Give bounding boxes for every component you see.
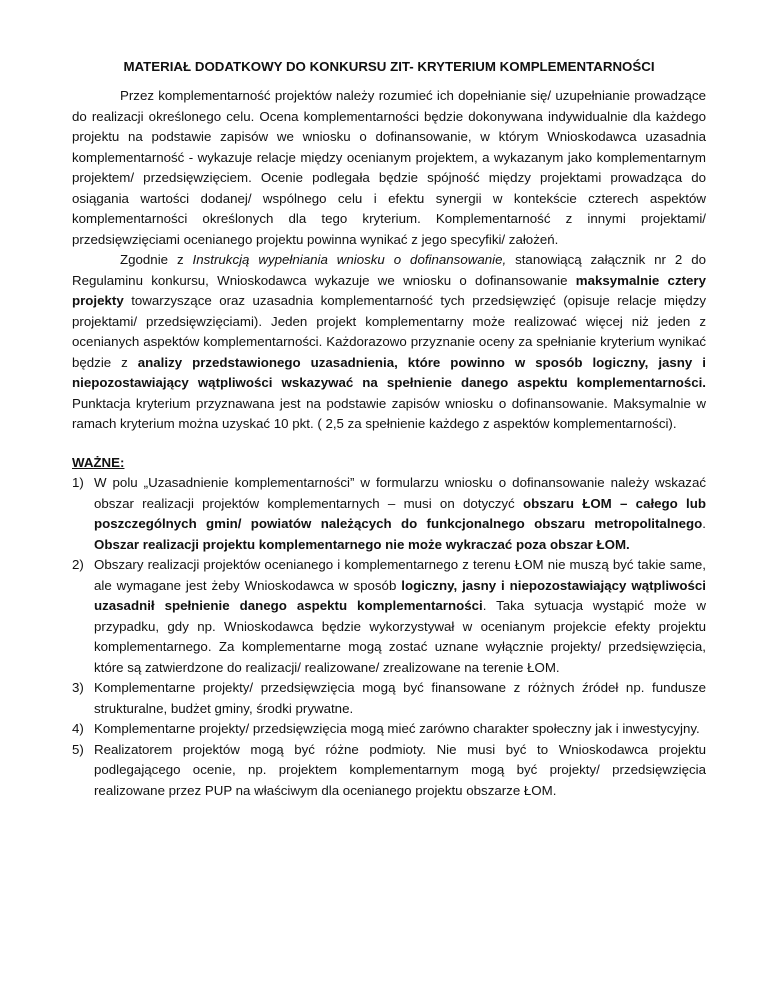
list-item: 3) Komplementarne projekty/ przedsięwzięcia mogą być finansowane z różnych źródeł np. fundusze strukturalne, budżet gminy, środki prywatne. [72,680,706,716]
list-item: 1) W polu „Uzasadnienie komplementarności” w formularzu wniosku o dofinansowanie należy wskazać obszar realizacji projektów komplementarnych – musi on dotyczyć obszaru ŁOM – całego lub poszczególnych gmin/ powiatów należących do funkcjonalnego obszaru metropolitalnego. Obszar realizacji projektu komplementarnego nie może wykraczać poza obszar ŁOM. [72,475,706,552]
requirements-list [72,473,706,801]
document-page [72,56,706,801]
instruction-paragraph: Zgodnie z Instrukcją wypełniania wniosku o dofinansowanie, stanowiącą załącznik nr 2 do Regulaminu konkursu, Wnioskodawca wykazuje we wniosku o dofinansowanie maksymalnie cztery projekty towarzyszące oraz uzasadnia komplementarność tych przedsięwzięć (opisuje relacje między projektami/ przedsięwzięciami). Jeden projekt komplementarny może realizować więcej niż jeden z ocenianych aspektów komplementarności. Każdorazowo przyznanie oceny za spełnianie kryterium wynikać będzie z analizy przedstawionego uzasadnienia, które powinno w sposób logiczny, jasny i niepozostawiający wątpliwości wskazywać na spełnienie danego aspektu komplementarności. Punktacja kryterium przyznawana jest na podstawie zapisów wniosku o dofinansowanie. Maksymalnie w ramach kryterium można uzyskać 10 pkt. ( 2,5 za spełnienie każdego z aspektów komplementarności). [72,252,706,431]
list-item: 4) Komplementarne projekty/ przedsięwzięcia mogą mieć zarówno charakter społeczny jak i inwestycyjny. [72,721,700,736]
intro-paragraph: Przez komplementarność projektów należy rozumieć ich dopełnianie się/ uzupełnianie prowadzące do realizacji określonego celu. Ocena komplementarności będzie dokonywana indywidualnie dla każdego projektu na podstawie zapisów we wniosku o dofinansowanie, w którym Wnioskodawca uzasadnia komplementarność - wykazuje relacje między ocenianym projektem, a wykazanym jako komplementarnym projektem/ przedsięwzięciem. Ocenie podlegała będzie spójność między projektami prowadząca do osiągania wartości dodanej/ wspólnego celu i efektu synergii w kontekście czterech aspektów komplementarności określonych dla tego kryterium. Komplementarność z innymi projektami/ przedsięwzięciami ocenianego projektu powinna wynikać z jego specyfiki/ założeń. [72,88,706,247]
document-title: MATERIAŁ DODATKOWY DO KONKURSU ZIT- KRYTERIUM KOMPLEMENTARNOŚCI [123,59,655,74]
list-item: 5) Realizatorem projektów mogą być różne podmioty. Nie musi być to Wnioskodawca projektu podlegającego ocenie, np. projektem komplementarnym mogą być projekty/ przedsięwzięcia realizowane przez PUP na właściwym dla ocenianego projektu obszarze ŁOM. [72,741,706,798]
list-item: 2) Obszary realizacji projektów ocenianego i komplementarnego z terenu ŁOM nie muszą być takie same, ale wymagane jest żeby Wnioskodawca w sposób logiczny, jasny i niepozostawiający wątpliwości uzasadnił spełnienie danego aspektu komplementarności. Taka sytuacja wystąpić może w przypadku, gdy np. Wnioskodawca będzie wykorzystywał w ocenianym projekcie efekty projektu komplementarnego. Za komplementarne mogą zostać uznane wyłącznie projekty/ przedsięwzięcia, które są zatwierdzone do realizacji/ realizowane/ zrealizowane na terenie ŁOM. [72,557,706,675]
instruction-title: Instrukcją wypełniania wniosku o dofinansowanie, [192,252,507,267]
max-projects-emphasis: maksymalnie cztery projekty [72,272,706,308]
analysis-emphasis: analizy przedstawionego uzasadnienia, które powinno w sposób logiczny, jasny i niepozostawiający wątpliwości wskazywać na spełnienie danego aspektu komplementarności. [72,354,706,390]
important-heading: WAŻNE: [72,454,125,470]
